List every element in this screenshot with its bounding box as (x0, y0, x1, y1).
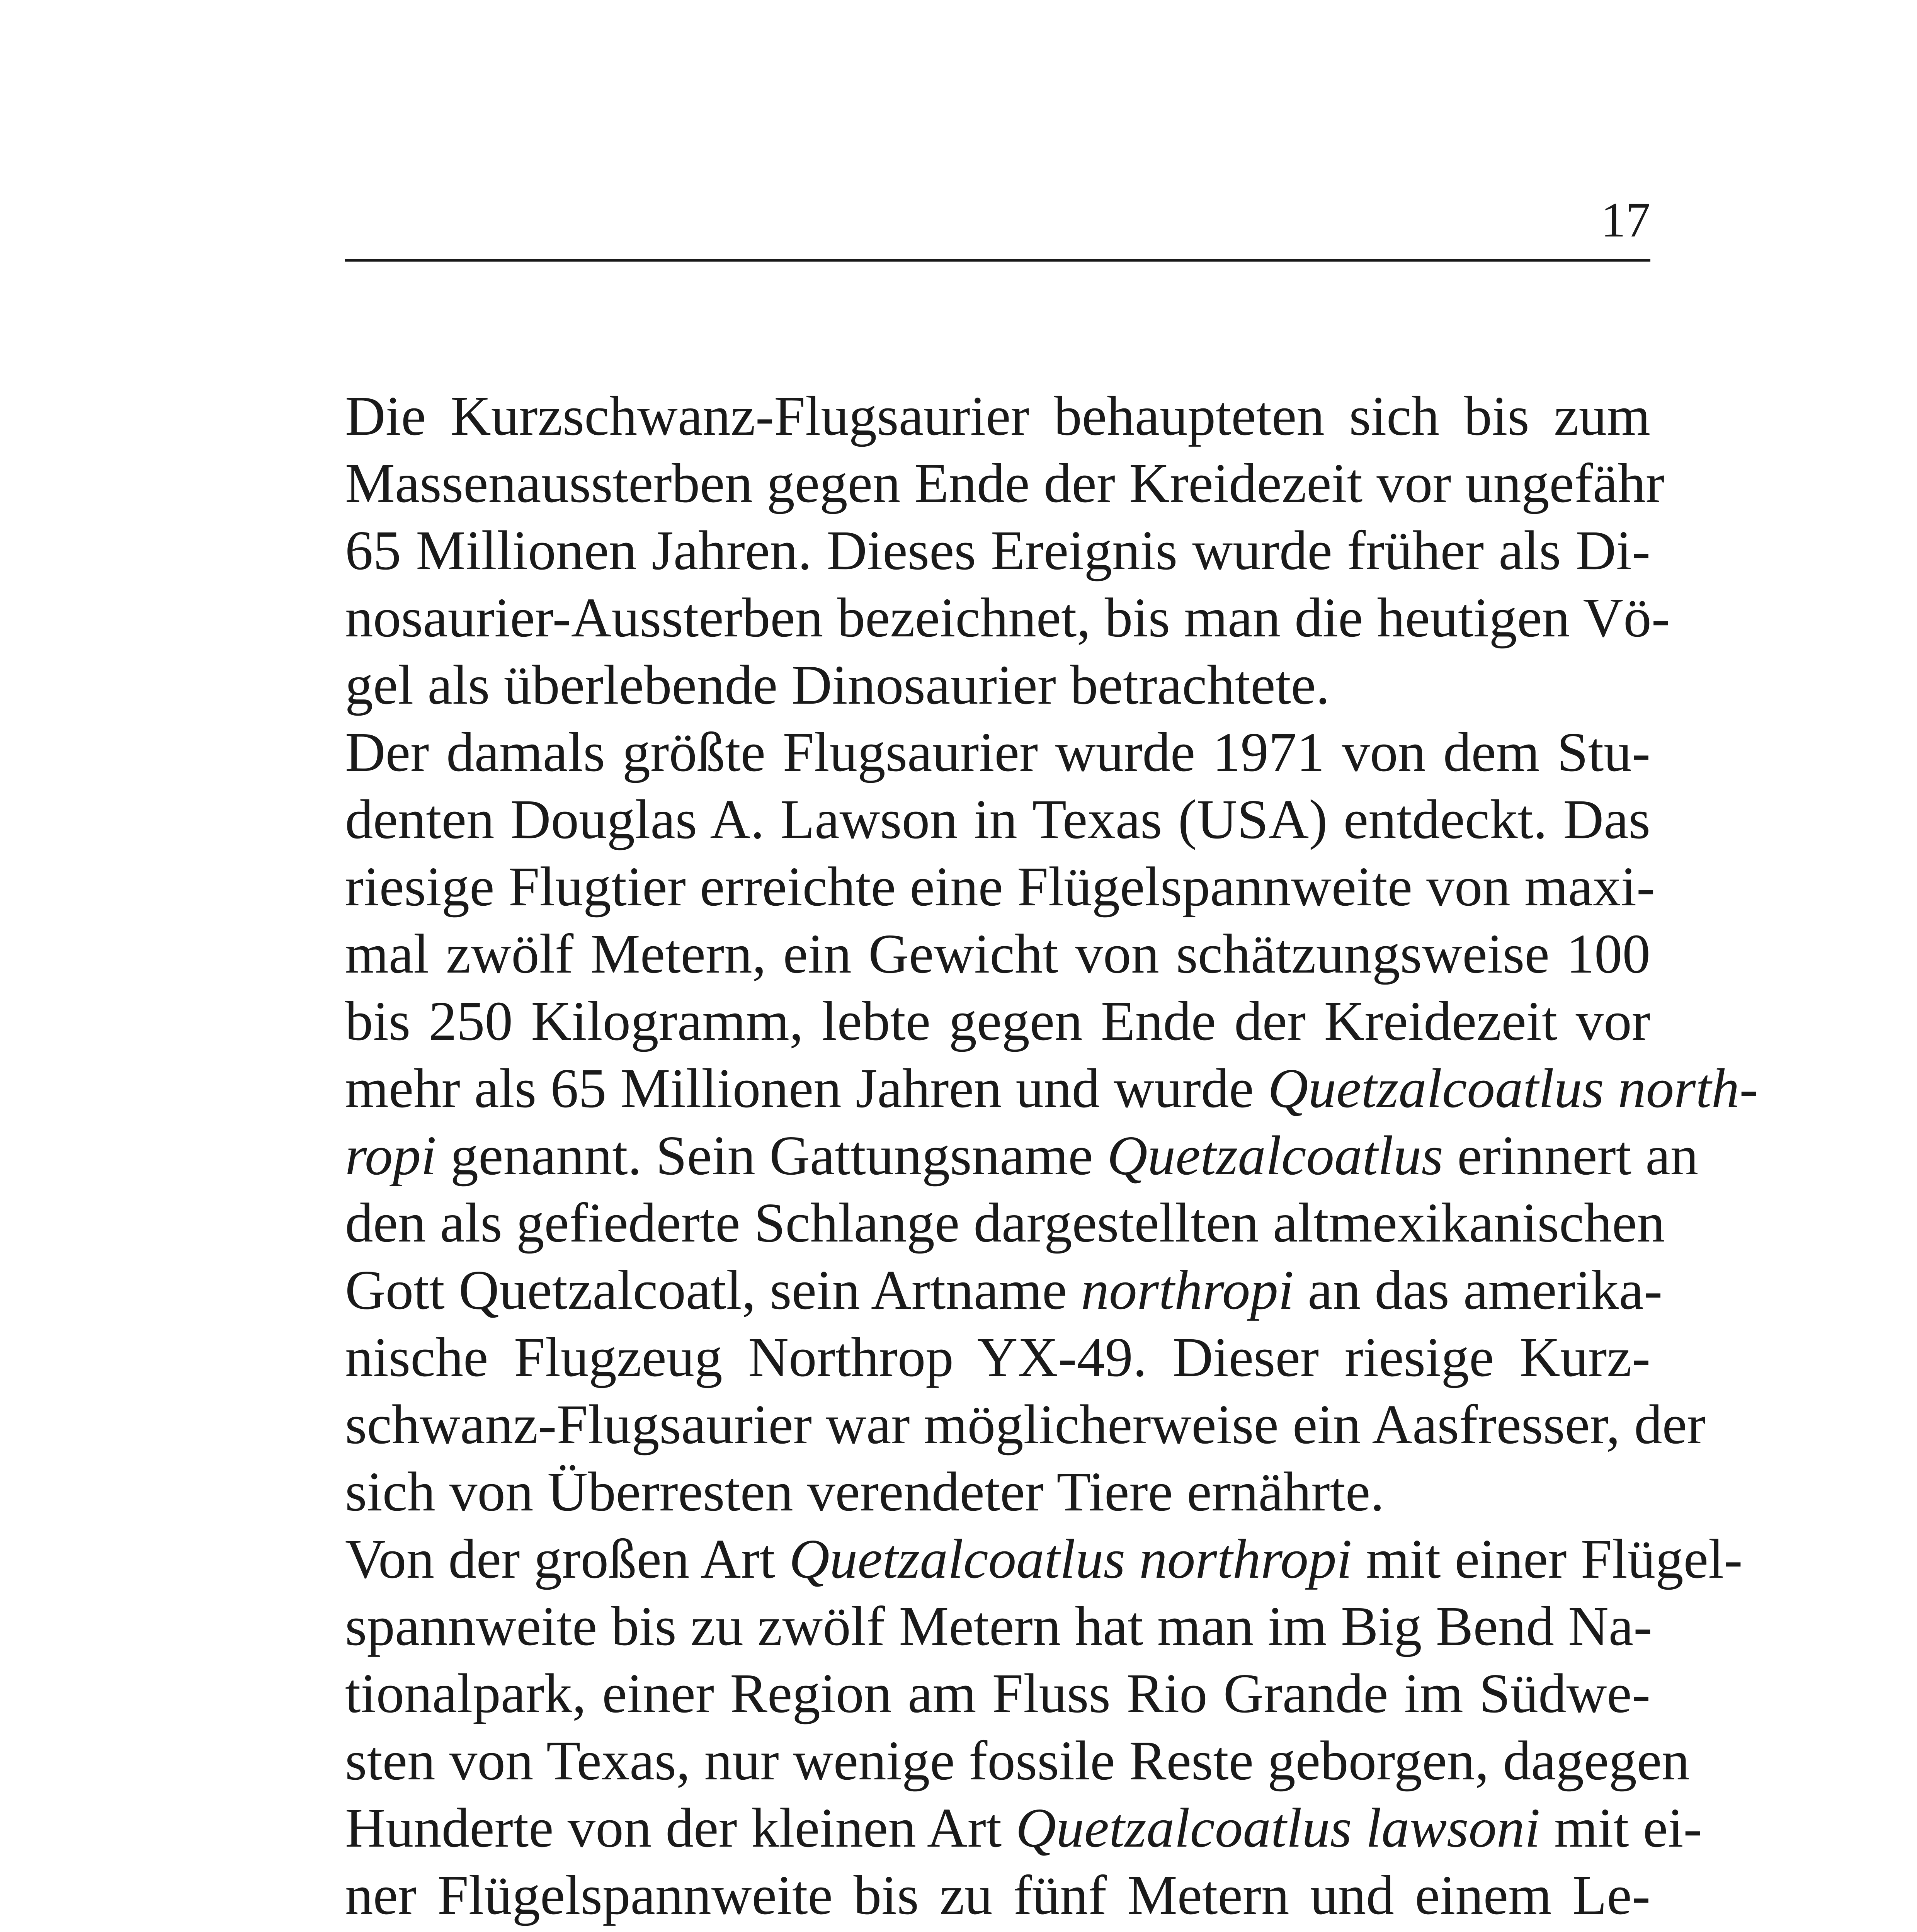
text-line (345, 1862, 1650, 1929)
text-run: ner Flügelspannweite bis zu fünf Metern und einem Le- (345, 1864, 1650, 1926)
text-run: schwanz-Flugsaurier war möglicherweise ein Aasfresser, der (345, 1394, 1706, 1456)
text-line (345, 719, 1650, 786)
text-line (345, 1189, 1665, 1257)
text-run: Gott Quetzalcoatl, sein Artname (345, 1259, 1081, 1321)
text-run: nische Flugzeug Northrop YX-49. Dieser riesige Kurz- (345, 1327, 1650, 1388)
text-run: an das amerika- (1294, 1259, 1663, 1321)
text-line (345, 853, 1655, 920)
text-line (345, 450, 1665, 517)
text-run: tionalpark, einer Region am Fluss Rio Grande im Südwe- (345, 1663, 1650, 1725)
text-line (345, 1794, 1702, 1862)
italic-term: northropi (1081, 1259, 1294, 1321)
header-rule (345, 259, 1650, 262)
text-run: mehr als 65 Millionen Jahren und wurde (345, 1058, 1268, 1119)
text-line (345, 383, 1650, 450)
text-line (345, 1122, 1699, 1189)
text-run: erinnert an (1443, 1125, 1699, 1187)
text-run: Von der großen Art (345, 1528, 789, 1590)
text-run: Der damals größte Flugsaurier wurde 1971 von dem Stu- (345, 721, 1650, 783)
text-line (345, 584, 1670, 651)
italic-term: Quetzalcoatlus (1107, 1125, 1443, 1187)
text-run: sich von Überresten verendeter Tiere ernährte. (345, 1461, 1385, 1523)
italic-term: Quetzalcoatlus northropi (789, 1528, 1352, 1590)
text-run: spannweite bis zu zwölf Metern hat man im Big Bend Na- (345, 1595, 1652, 1657)
text-run: den als gefiederte Schlange dargestellten altmexikanischen (345, 1192, 1665, 1254)
italic-term: Quetzalcoatlus north- (1267, 1058, 1758, 1119)
text-run: riesige Flugtier erreichte eine Flügelspannweite von maxi- (345, 856, 1655, 918)
text-run: mit ei- (1540, 1797, 1702, 1859)
text-line (345, 1055, 1758, 1122)
text-run: 65 Millionen Jahren. Dieses Ereignis wurde früher als Di- (345, 520, 1650, 582)
text-line (345, 1391, 1706, 1458)
text-line (345, 1458, 1650, 1526)
text-line (345, 1593, 1650, 1660)
text-run: nosaurier-Aussterben bezeichnet, bis man die heutigen Vö- (345, 587, 1670, 649)
text-run: Hunderte von der kleinen Art (345, 1797, 1016, 1859)
text-run: sten von Texas, nur wenige fossile Reste geborgen, dagegen (345, 1730, 1690, 1792)
text-line (345, 1257, 1663, 1324)
text-line (345, 651, 1650, 719)
text-run: Die Kurzschwanz-Flugsaurier behaupteten sich bis zum (345, 385, 1650, 447)
text-run: Massenaussterben gegen Ende der Kreidezeit vor ungefähr (345, 452, 1665, 514)
text-run: bis 250 Kilogramm, lebte gegen Ende der Kreidezeit vor (345, 990, 1650, 1052)
text-line (345, 1324, 1650, 1391)
italic-term: Quetzalcoatlus lawsoni (1015, 1797, 1540, 1859)
text-line (345, 517, 1650, 584)
text-line (345, 920, 1650, 988)
text-run: denten Douglas A. Lawson in Texas (USA) entdeckt. Das (345, 789, 1650, 850)
text-line (345, 1929, 1650, 1932)
text-line (345, 1526, 1743, 1593)
body-text (345, 383, 1758, 1932)
text-run: mit einer Flügel- (1352, 1528, 1743, 1590)
text-run: genannt. Sein Gattungsname (436, 1125, 1107, 1187)
text-line (345, 786, 1650, 853)
text-run: mal zwölf Metern, ein Gewicht von schätzungsweise 100 (345, 923, 1650, 985)
italic-term: ropi (345, 1125, 437, 1187)
page-number: 17 (1601, 192, 1650, 247)
text-line (345, 988, 1650, 1055)
text-run: gel als überlebende Dinosaurier betrachtete. (345, 654, 1330, 716)
text-line (345, 1660, 1650, 1727)
text-line (345, 1727, 1690, 1794)
